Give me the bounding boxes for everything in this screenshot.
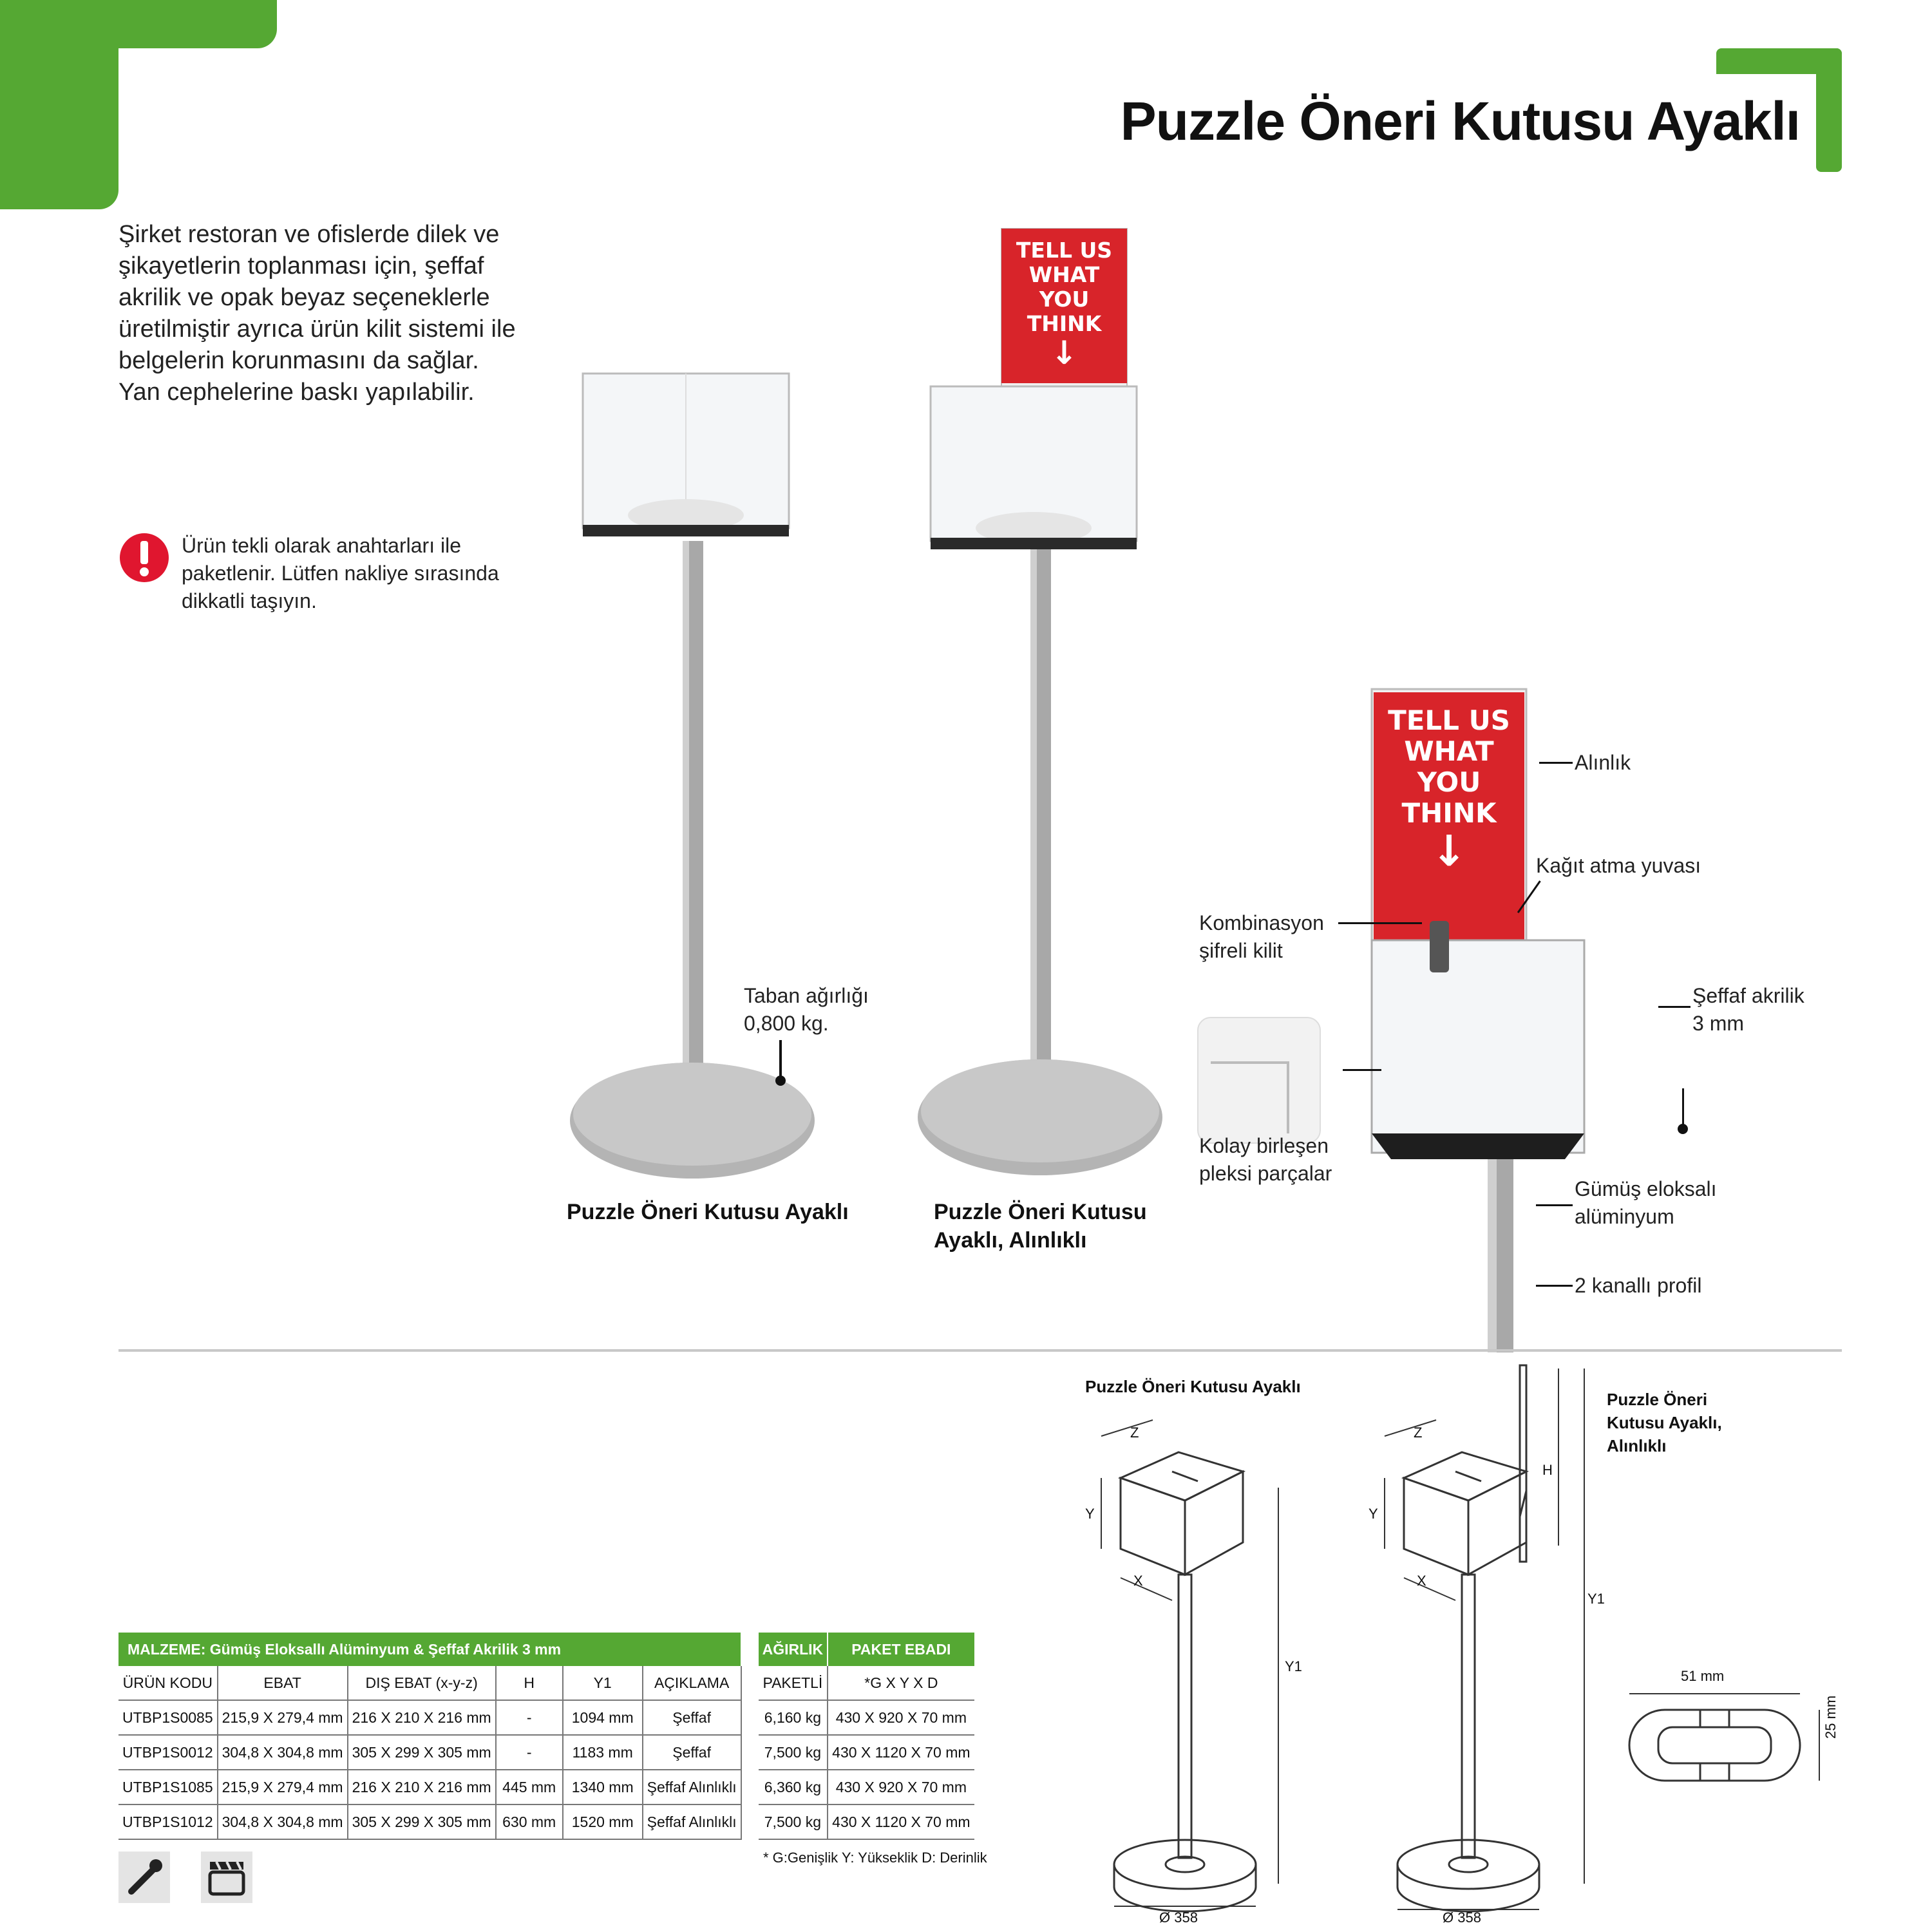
col-header: Y1	[563, 1666, 643, 1700]
col-header: H	[496, 1666, 563, 1700]
corner-decoration-left-bar	[0, 0, 118, 209]
table-row: UTBP1S1085 215,9 X 279,4 mm 216 X 210 X 216 mm 445 mm 1340 mm Şeffaf Alınlıklı 6,360 kg 430 X 920 X 70 mm	[118, 1770, 974, 1804]
corner-decoration-right-bar	[1816, 48, 1842, 172]
callout-line-acrylic	[1658, 1006, 1690, 1008]
callout-parts: Kolay birleşen pleksi parçalar	[1199, 1134, 1332, 1185]
callout-dot-base	[775, 1075, 786, 1086]
profile-section-drawing	[1623, 1681, 1835, 1790]
col-header: DIŞ EBAT (x-y-z)	[348, 1666, 496, 1700]
product-caption-2: Puzzle Öneri Kutusu Ayaklı, Alınlıklı	[934, 1200, 1147, 1253]
profile-width-label: 51 mm	[1681, 1668, 1725, 1684]
screw-icon	[118, 1852, 170, 1903]
section-divider	[118, 1349, 1842, 1352]
callout-lock: Kombinasyon şifreli kilit	[1199, 911, 1324, 962]
callout-line-profile	[1536, 1285, 1573, 1287]
col-header: EBAT	[218, 1666, 348, 1700]
technical-drawing-right	[1372, 1362, 1604, 1922]
dim-label-y1-left: Y1	[1285, 1658, 1302, 1674]
callout-header: Alınlık	[1575, 751, 1631, 774]
sign-text-small: TELL US WHAT YOU THINK ↓	[1001, 238, 1127, 370]
arrow-down-icon: ↓	[1431, 826, 1467, 876]
dim-label-x-left: X	[1133, 1573, 1143, 1589]
dim-label-diameter-right: Ø 358	[1443, 1909, 1481, 1926]
dim-label-z-right: Z	[1414, 1425, 1423, 1441]
callout-line-lock	[1338, 922, 1422, 924]
callout-line-aluminium	[1536, 1204, 1573, 1206]
product-caption-1: Puzzle Öneri Kutusu Ayaklı	[567, 1200, 849, 1224]
intro-text: Şirket restoran ve ofislerde dilek ve şikayetlerin toplanması için, şeffaf akrilik ve opak beyaz seçeneklerle üretilmiştir ayrıca ürün kilit sistemi ile belgelerin korunmasını da sağlar. Yan cephelerine baskı yapılabilir.	[118, 221, 516, 406]
dim-label-y-left: Y	[1085, 1506, 1095, 1522]
product-photo-header	[902, 225, 1172, 1191]
col-header: PAKETLİ	[759, 1666, 828, 1700]
sign-text-large: TELL US WHAT YOU THINK ↓	[1374, 705, 1524, 874]
page-title: Puzzle Öneri Kutusu Ayaklı	[1120, 91, 1800, 151]
table-footnote: * G:Genişlik Y: Yükseklik D: Derinlik	[763, 1850, 987, 1866]
corner-decoration-notch	[118, 48, 277, 209]
col-header: *G X Y X D	[828, 1666, 974, 1700]
table-row: UTBP1S1012 304,8 X 304,8 mm 305 X 299 X 305 mm 630 mm 1520 mm Şeffaf Alınlıklı 7,500 kg 430 X 1120 X 70 mm	[118, 1804, 974, 1839]
dim-label-diameter-left: Ø 358	[1159, 1909, 1198, 1926]
table-group-weight: AĞIRLIK	[759, 1633, 828, 1666]
spec-table	[118, 1633, 974, 1840]
table-group-material: MALZEME: Gümüş Eloksallı Alüminyum & Şeffaf Akrilik 3 mm	[118, 1633, 741, 1666]
dim-label-h-right: H	[1542, 1462, 1553, 1478]
callout-line-parts	[1343, 1069, 1381, 1071]
callout-base-weight: Taban ağırlığı 0,800 kg.	[744, 984, 869, 1035]
dim-label-z-left: Z	[1130, 1425, 1139, 1441]
callout-line-header	[1539, 762, 1573, 764]
callout-profile: 2 kanallı profil	[1575, 1274, 1702, 1297]
dim-label-x-right: X	[1417, 1573, 1426, 1589]
table-row: UTBP1S0085 215,9 X 279,4 mm 216 X 210 X 216 mm - 1094 mm Şeffaf 6,160 kg 430 X 920 X 70 mm	[118, 1700, 974, 1735]
callout-aluminium: Gümüş eloksalı alüminyum	[1575, 1177, 1717, 1228]
table-header-row	[118, 1666, 974, 1700]
profile-height-label: 25 mm	[1823, 1695, 1839, 1739]
table-row: UTBP1S0012 304,8 X 304,8 mm 305 X 299 X 305 mm - 1183 mm Şeffaf 7,500 kg 430 X 1120 X 70 mm	[118, 1735, 974, 1770]
clapperboard-icon	[201, 1852, 252, 1903]
dim-label-y1-right: Y1	[1587, 1591, 1605, 1607]
exclamation-icon	[118, 532, 170, 583]
warning-text: Ürün tekli olarak anahtarları ile paketlenir. Lütfen nakliye sırasında dikkatli taşıyın.	[182, 534, 499, 612]
callout-acrylic: Şeffaf akrilik 3 mm	[1692, 984, 1804, 1035]
drawing-title-right: Puzzle Öneri Kutusu Ayaklı, Alınlıklı	[1607, 1390, 1722, 1455]
technical-drawing-left	[1088, 1417, 1307, 1919]
table-group-package: PAKET EBADI	[828, 1633, 974, 1666]
callout-slot: Kağıt atma yuvası	[1536, 854, 1701, 877]
dim-label-y-right: Y	[1368, 1506, 1378, 1522]
col-header: ÜRÜN KODU	[118, 1666, 218, 1700]
arrow-down-icon: ↓	[1050, 334, 1078, 372]
callout-dot-base-plate	[1678, 1124, 1688, 1134]
product-photo-standard	[554, 361, 824, 1185]
drawing-title-left: Puzzle Öneri Kutusu Ayaklı	[1085, 1377, 1301, 1396]
col-header: AÇIKLAMA	[643, 1666, 741, 1700]
